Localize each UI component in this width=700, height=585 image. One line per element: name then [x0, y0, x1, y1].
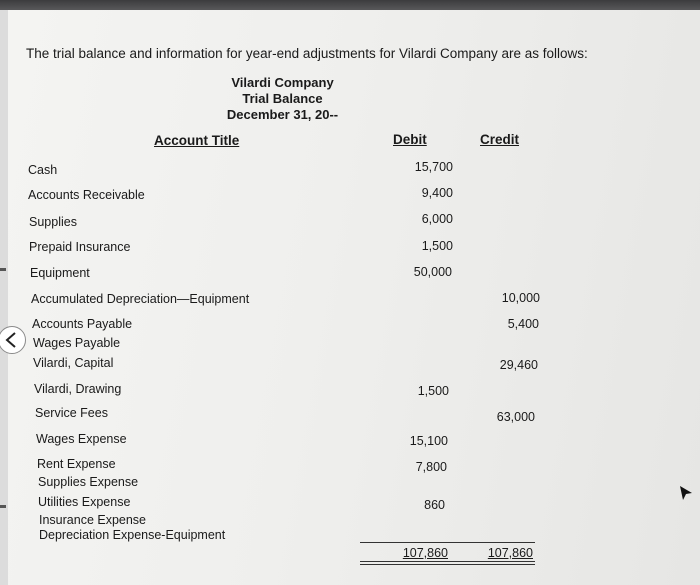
chevron-left-icon [5, 332, 17, 348]
window-top-bar [0, 0, 700, 10]
account-name: Insurance Expense [39, 513, 147, 527]
account-name: Equipment [30, 266, 90, 280]
credit-amount: 29,460 [499, 358, 538, 372]
side-marker [0, 505, 6, 508]
debit-amount: 15,700 [414, 160, 453, 174]
account-name: Depreciation Expense-Equipment [39, 528, 226, 542]
total-debit: 107,860 [402, 546, 448, 560]
account-name: Accounts Payable [32, 317, 133, 331]
mouse-cursor-icon [680, 486, 694, 502]
debit-amount: 1,500 [417, 384, 449, 398]
problem-intro: The trial balance and information for year-end adjustments for Vilardi Company are as follows: [26, 46, 588, 61]
credit-amount: 10,000 [501, 291, 540, 305]
debit-amount: 50,000 [413, 265, 452, 279]
account-name: Utilities Expense [38, 495, 131, 509]
credit-amount: 5,400 [507, 317, 539, 331]
account-name: Supplies Expense [38, 475, 139, 489]
debit-amount: 6,000 [421, 212, 453, 226]
total-double-rule [360, 561, 535, 565]
debit-amount: 1,500 [421, 239, 453, 253]
account-name: Accounts Receivable [28, 188, 145, 202]
account-name: Cash [28, 163, 58, 177]
column-header-account-title: Account Title [154, 133, 240, 148]
debit-amount: 9,400 [421, 186, 453, 200]
side-marker [0, 268, 6, 271]
account-name: Accumulated Depreciation—Equipment [31, 292, 250, 306]
account-name: Wages Payable [33, 336, 121, 350]
debit-amount: 7,800 [415, 460, 447, 474]
statement-title: Trial Balance [242, 91, 323, 106]
account-name: Wages Expense [36, 432, 127, 446]
account-name: Rent Expense [37, 457, 116, 471]
debit-amount: 15,100 [409, 434, 448, 448]
credit-amount: 63,000 [496, 410, 535, 424]
total-rule [360, 542, 535, 543]
column-header-debit: Debit [393, 132, 427, 147]
account-name: Vilardi, Drawing [34, 382, 122, 396]
account-name: Vilardi, Capital [33, 356, 114, 370]
statement-date: December 31, 20-- [226, 107, 339, 122]
debit-amount: 860 [424, 498, 445, 512]
account-name: Prepaid Insurance [29, 240, 131, 254]
account-name: Supplies [29, 215, 77, 229]
account-name: Service Fees [35, 406, 108, 420]
column-header-credit: Credit [480, 132, 520, 147]
company-name: Vilardi Company [231, 75, 334, 90]
total-credit: 107,860 [487, 546, 533, 560]
